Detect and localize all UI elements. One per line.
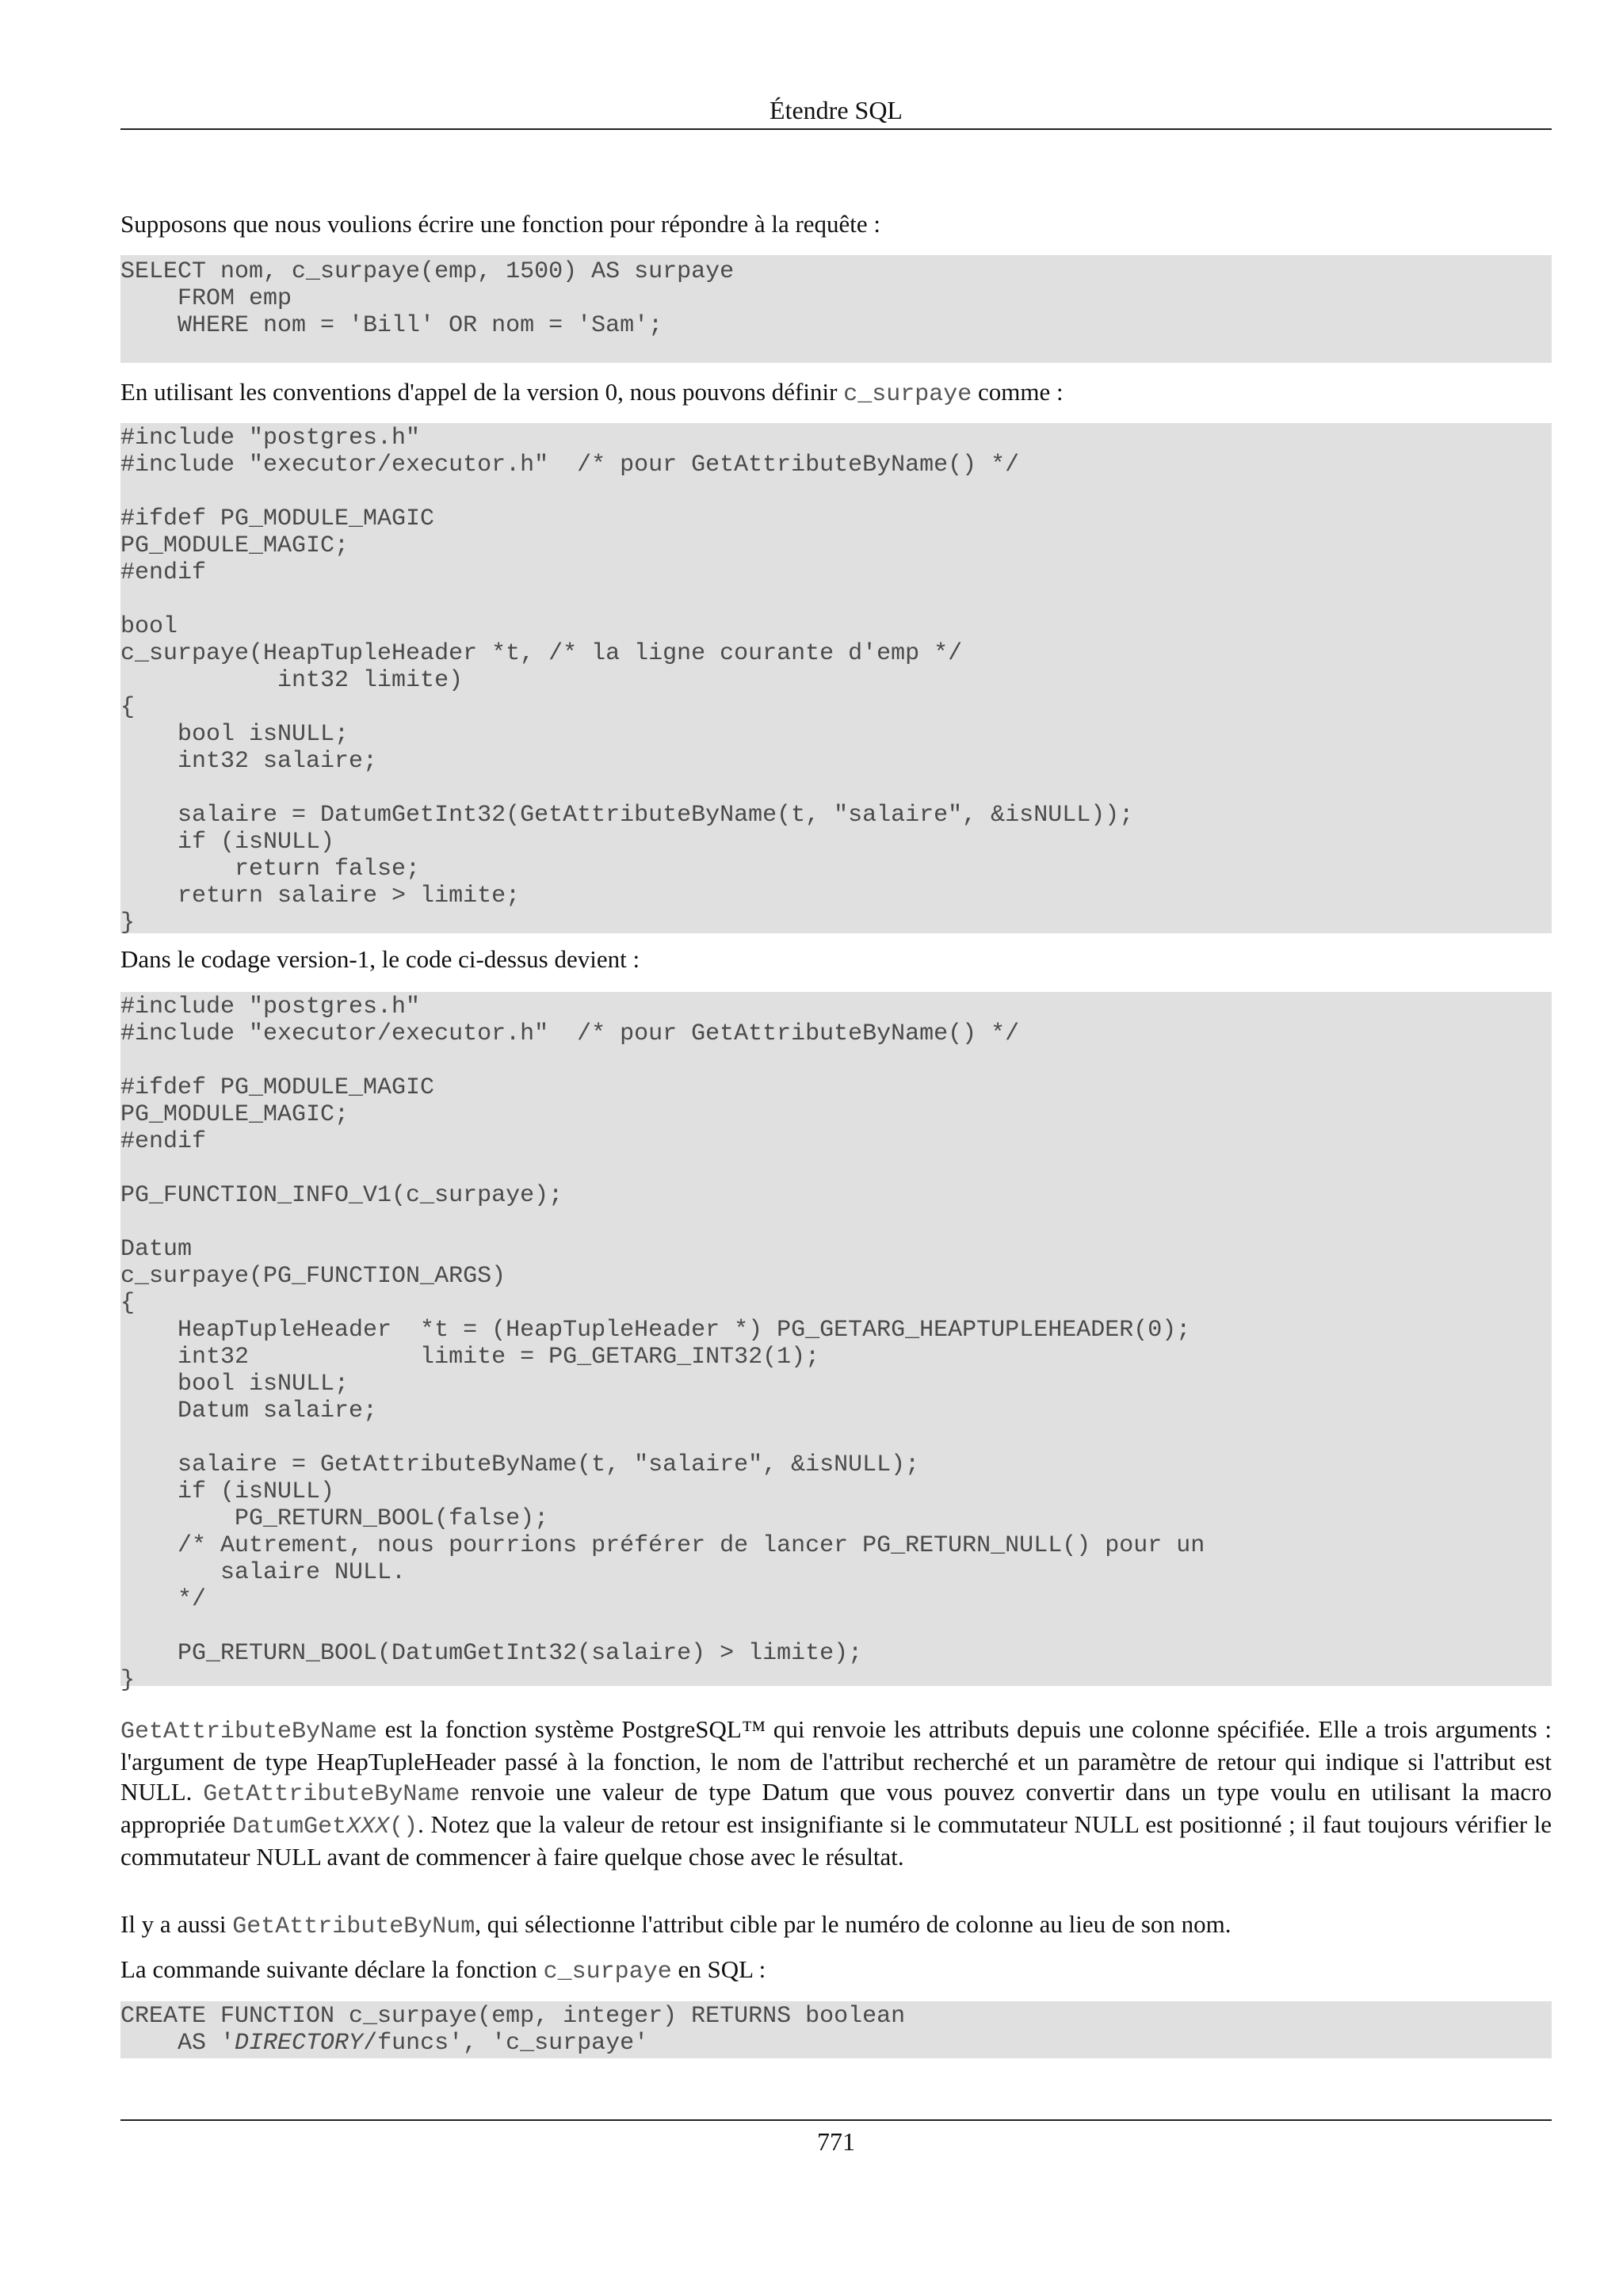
bynum-text-before: Il y a aussi [120,1910,233,1938]
inline-code-getattributebyname-2: GetAttributeByName [203,1781,460,1808]
code-block-select-query: SELECT nom, c_surpaye(emp, 1500) AS surpaye FROM emp WHERE nom = 'Bill' OR nom = 'Sam'; [120,255,1552,363]
document-page [120,0,1552,2296]
create-line-2-directory: DIRECTORY [235,2030,364,2057]
inline-code-c-surpaye: c_surpaye [843,381,972,408]
datumget-parens: () [389,1814,418,1840]
v1-intro-paragraph: Dans le codage version-1, le code ci-dessus devient : [120,945,640,973]
inline-code-datumget [232,1814,418,1840]
declare-text-before: La commande suivante déclare la fonction [120,1955,544,1983]
create-line-1: CREATE FUNCTION c_surpaye(emp, integer) RETURNS boolean [120,2003,906,2030]
intro-paragraph: Supposons que nous voulions écrire une fonction pour répondre à la requête : [120,210,881,238]
code-block-version0: #include "postgres.h" #include "executor/executor.h" /* pour GetAttributeByName() */ #ifdef PG_MODULE_MAGIC PG_MODULE_MAGIC; #endif bool c_surpaye(HeapTupleHeader *t, /* la ligne courante d'emp */ int32 limite) { bool isNULL; int32 salaire; salaire = DatumGetInt32(GetAttributeByName(t, "salaire", &isNULL)); if (isNULL) return false; return salaire > limite; } [120,423,1552,933]
running-footer [120,2119,1552,2157]
page-number: 771 [817,2127,855,2156]
inline-code-getattributebynum: GetAttributeByNum [232,1913,475,1940]
explanation-text-1: est la fonction système PostgreSQL™ qui renvoie les attributs depuis une colonne spécifiée. Elle a trois arguments : l'argument de type HeapTupleHeader passé à la fonction, le nom de l'attribut recherché et un paramètre de retour qui indique si l'attribut est NULL. [120,1715,1552,1806]
bynum-text-after: , qui sélectionne l'attribut cible par le numéro de colonne au lieu de son nom. [475,1910,1232,1938]
v0-intro-text-after: comme : [972,378,1064,406]
datumget-replaceable: XXX [346,1814,390,1840]
v0-intro-paragraph [120,377,1552,410]
create-line-2-start: AS ' [120,2030,235,2057]
inline-code-c-surpaye-2: c_surpaye [543,1958,672,1985]
v0-intro-text-before: En utilisant les conventions d'appel de la version 0, nous pouvons définir [120,378,844,406]
declare-paragraph [120,1955,1552,1987]
create-line-2-end: /funcs', 'c_surpaye' [363,2030,649,2057]
code-block-version1: #include "postgres.h" #include "executor/executor.h" /* pour GetAttributeByName() */ #ifdef PG_MODULE_MAGIC PG_MODULE_MAGIC; #endif PG_FUNCTION_INFO_V1(c_surpaye); Datum c_surpaye(PG_FUNCTION_ARGS) { HeapTupleHeader *t = (HeapTupleHeader *) PG_GETARG_HEAPTUPLEHEADER(0); int32 limite = PG_GETARG_INT32(1); bool isNULL; Datum salaire; salaire = GetAttributeByName(t, "salaire", &isNULL); if (isNULL) PG_RETURN_BOOL(false); /* Autrement, nous pourrions préférer de lancer PG_RETURN_NULL() pour un salaire NULL. */ PG_RETURN_BOOL(DatumGetInt32(salaire) > limite); } [120,992,1552,1686]
explanation-text-3: . Notez que la valeur de retour est insignifiante si le commutateur NULL est positionné ; il faut toujours vérifier le commutateur NULL avant de commencer à faire quelque chose avec le résultat. [120,1810,1552,1871]
explanation-paragraph [120,1714,1552,1872]
code-block-create-function [120,2001,1552,2058]
header-title: Étendre SQL [769,96,903,124]
running-header [120,89,1552,130]
datumget-prefix: DatumGet [232,1814,347,1840]
declare-text-after: en SQL : [671,1955,766,1983]
explanation-text-2: renvoie une valeur de type Datum que vous pouvez convertir dans un type voulu en utilisant la macro appropriée [120,1778,1552,1838]
bynum-paragraph [120,1909,1552,1942]
inline-code-getattributebyname: GetAttributeByName [120,1718,378,1745]
